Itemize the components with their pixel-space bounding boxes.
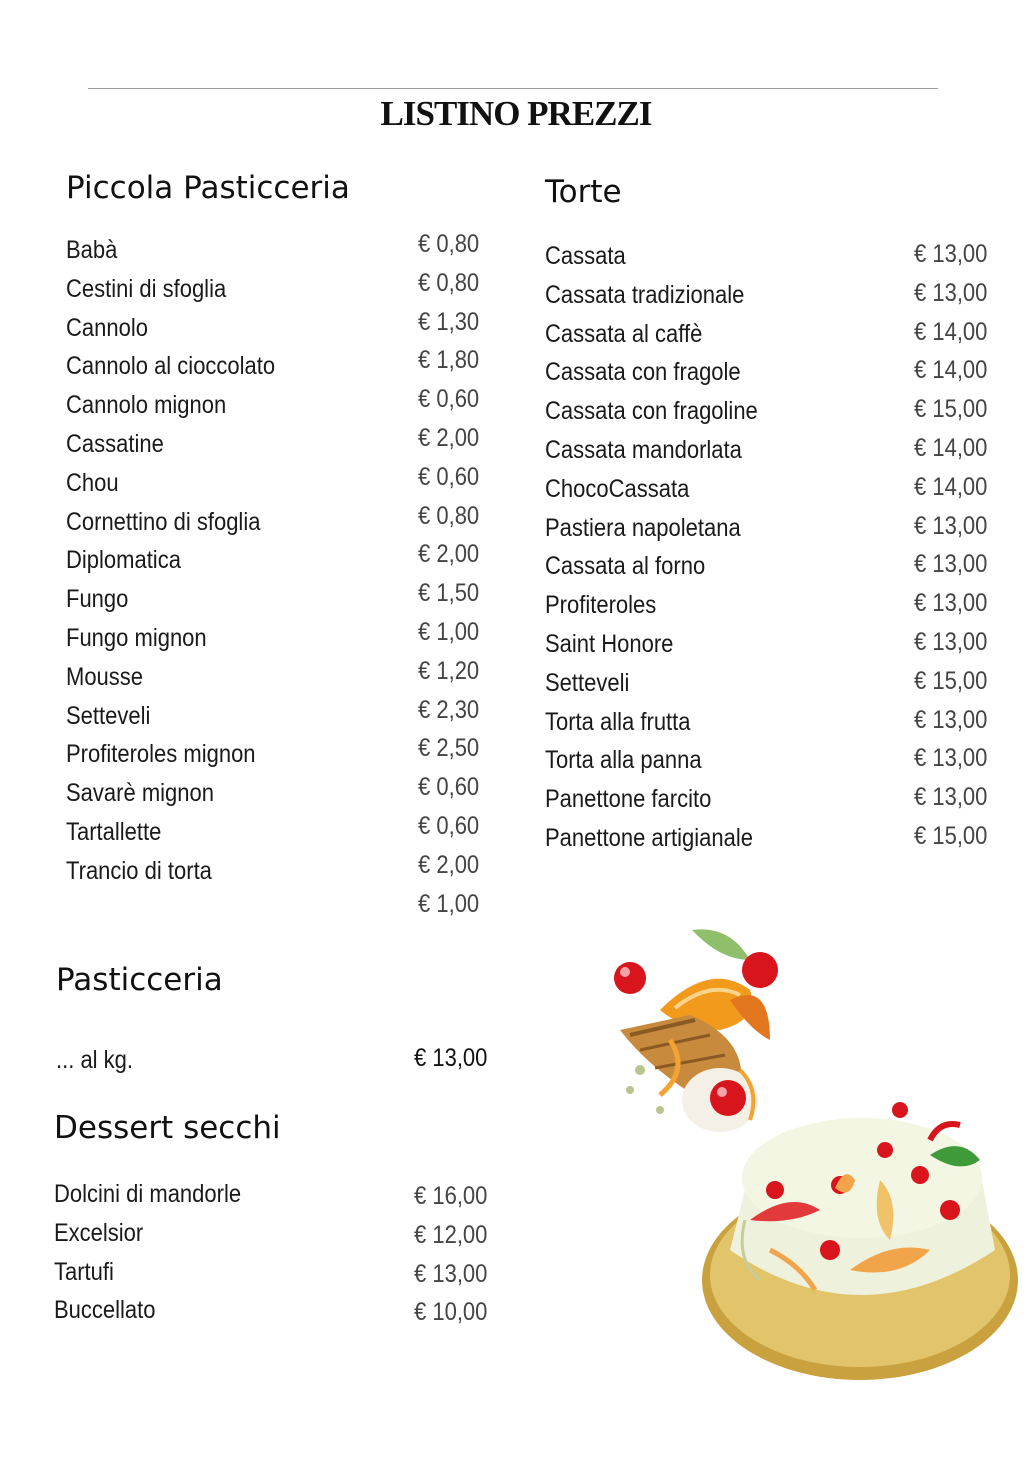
item-name: Fungo [66, 585, 129, 614]
item-name: Profiteroles mignon [66, 740, 256, 769]
section-title-dessert-secchi: Dessert secchi [54, 1110, 281, 1146]
item-name: Chou [66, 468, 119, 497]
dessert-secchi-list [54, 1180, 504, 1335]
menu-item-row [545, 358, 1005, 397]
item-name: Setteveli [66, 701, 151, 730]
item-name: Cassata [545, 242, 626, 270]
item-name: Trancio di torta [66, 856, 212, 885]
item-price: € 13,00 [914, 705, 988, 734]
item-price: € 12,00 [414, 1220, 488, 1249]
item-name: Dolcini di mandorle [54, 1180, 242, 1208]
item-name: Savarè mignon [66, 779, 214, 808]
item-price: € 13,00 [914, 511, 988, 540]
item-price: € 15,00 [914, 666, 988, 695]
item-price: € 0,80 [418, 501, 480, 530]
item-name: Fungo mignon [66, 623, 207, 652]
section-title-torte: Torte [545, 174, 622, 210]
pasticceria-list [56, 1046, 496, 1085]
item-name: Mousse [66, 662, 144, 691]
item-name: Cassata con fragole [545, 358, 741, 387]
piccola-pasticceria-list [66, 230, 506, 934]
item-price: € 1,00 [418, 617, 480, 646]
item-price: € 2,30 [418, 695, 480, 724]
item-name: Cassata al caffè [545, 319, 703, 348]
menu-item-row [545, 785, 1005, 824]
item-name: Tartallette [66, 817, 162, 846]
item-price: € 2,00 [418, 540, 480, 569]
menu-item-row [56, 1046, 496, 1085]
item-name: Profiteroles [545, 591, 657, 620]
menu-item-row [66, 889, 506, 935]
menu-item-row [545, 821, 1005, 863]
menu-item-row [545, 278, 1005, 320]
item-price: € 1,00 [418, 889, 480, 918]
item-price: € 13,00 [414, 1044, 488, 1072]
item-price: € 13,00 [914, 589, 988, 618]
item-price: € 14,00 [914, 317, 988, 346]
item-price: € 0,60 [418, 385, 480, 414]
item-price: € 0,80 [418, 268, 480, 297]
item-name: ChocoCassata [545, 474, 690, 503]
item-name: Buccellato [54, 1296, 156, 1325]
item-price: € 0,60 [418, 773, 480, 802]
top-divider [88, 88, 938, 89]
menu-item-row [545, 591, 1005, 630]
item-name: Cassata con fragoline [545, 397, 758, 426]
item-name: Diplomatica [66, 546, 181, 575]
menu-item-row [545, 397, 1005, 436]
item-name: Cassata mandorlata [545, 435, 742, 464]
item-name: Cannolo al cioccolato [66, 352, 276, 381]
item-price: € 14,00 [914, 472, 988, 501]
item-price: € 13,00 [914, 240, 988, 268]
item-price: € 2,00 [418, 423, 480, 452]
item-price: € 15,00 [914, 395, 988, 424]
menu-item-row [545, 317, 1005, 359]
item-name: Torta alla frutta [545, 707, 691, 736]
item-price: € 14,00 [914, 433, 988, 462]
item-name: Cannolo [66, 313, 148, 342]
section-title-piccola-pasticceria: Piccola Pasticceria [66, 170, 350, 206]
item-price: € 13,00 [914, 278, 988, 307]
item-price: € 0,60 [418, 462, 480, 491]
menu-item-row [54, 1258, 504, 1297]
item-name: Cassata tradizionale [545, 280, 745, 309]
menu-item-row [545, 746, 1005, 785]
cassata-cannolo-illustration [600, 920, 1020, 1390]
menu-item-row [545, 705, 1005, 747]
item-price: € 2,50 [418, 734, 480, 763]
item-price: € 0,80 [418, 230, 480, 258]
torte-list [545, 242, 1005, 863]
section-title-pasticceria: Pasticceria [56, 962, 223, 998]
item-price: € 13,00 [414, 1259, 488, 1288]
menu-item-row [545, 627, 1005, 669]
item-name: Excelsior [54, 1218, 144, 1247]
item-price: € 1,20 [418, 656, 480, 685]
item-name: Torta alla panna [545, 746, 702, 775]
item-price: € 16,00 [414, 1182, 488, 1210]
item-name: Cestini di sfoglia [66, 274, 227, 303]
item-name: Cannolo mignon [66, 391, 227, 420]
item-price: € 14,00 [914, 356, 988, 385]
menu-item-row [545, 511, 1005, 553]
menu-item-row [545, 242, 1005, 281]
item-price: € 10,00 [414, 1298, 488, 1327]
cassata-cake-icon [702, 1102, 1018, 1380]
item-price: € 0,60 [418, 811, 480, 840]
menu-item-row [54, 1219, 504, 1258]
item-name: Tartufi [54, 1257, 114, 1286]
item-name: ... al kg. [56, 1046, 134, 1074]
menu-item-row [545, 433, 1005, 475]
item-price: € 15,00 [914, 821, 988, 850]
menu-item-row [545, 552, 1005, 591]
item-price: € 2,00 [418, 850, 480, 879]
item-name: Cornettino di sfoglia [66, 507, 261, 536]
item-name: Babà [66, 236, 118, 264]
item-name: Saint Honore [545, 629, 674, 658]
item-name: Setteveli [545, 668, 630, 697]
item-price: € 13,00 [914, 783, 988, 812]
item-name: Panettone artigianale [545, 823, 753, 852]
item-price: € 13,00 [914, 550, 988, 579]
item-name: Panettone farcito [545, 785, 712, 814]
menu-item-row [545, 472, 1005, 514]
page-title: LISTINO PREZZI [380, 94, 652, 133]
menu-item-row [54, 1180, 504, 1219]
item-name: Pastiera napoletana [545, 513, 741, 542]
item-price: € 1,50 [418, 579, 480, 608]
menu-item-row [545, 666, 1005, 708]
item-price: € 1,30 [418, 307, 480, 336]
item-price: € 1,80 [418, 346, 480, 375]
menu-item-row [54, 1296, 504, 1335]
cannolo-icon [620, 1015, 758, 1132]
item-name: Cassata al forno [545, 552, 706, 581]
item-price: € 13,00 [914, 627, 988, 656]
item-name: Cassatine [66, 429, 164, 458]
item-price: € 13,00 [914, 744, 988, 773]
